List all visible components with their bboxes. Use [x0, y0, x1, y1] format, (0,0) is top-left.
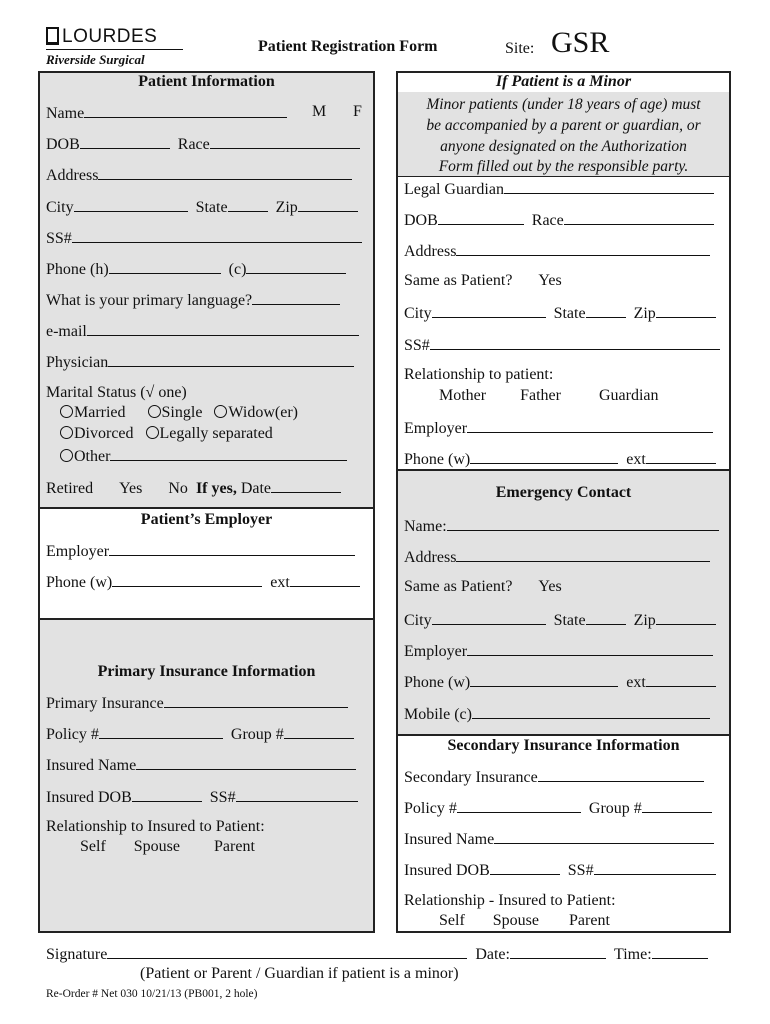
emergency-state-field[interactable] — [586, 610, 626, 625]
emergency-name-field[interactable] — [447, 516, 719, 531]
minor-phone-label: Phone (w) — [404, 451, 471, 468]
state-label: State — [195, 199, 228, 216]
primary-insured-name-field[interactable] — [136, 755, 356, 770]
minor-ss-field[interactable] — [430, 335, 720, 350]
minor-state-field[interactable] — [586, 303, 626, 318]
language-field[interactable] — [252, 290, 340, 305]
ss-field[interactable] — [72, 228, 362, 243]
ss-label: SS# — [46, 230, 72, 247]
phone-row — [46, 259, 346, 279]
single-label: Single — [161, 404, 203, 421]
minor-relationship-label: Relationship to patient: — [404, 366, 554, 383]
emergency-phone-field[interactable] — [470, 672, 618, 687]
primary-insurance-row — [46, 693, 348, 713]
married-label: Married — [74, 404, 126, 421]
minor-address-field[interactable] — [456, 241, 710, 256]
minor-note-line-4: Form filled out by the responsible party. — [438, 158, 689, 175]
patient-employer-title: Patient’s Employer — [140, 511, 273, 528]
employer-row — [46, 541, 355, 561]
secondary-group-label: Group # — [588, 800, 642, 817]
other-radio[interactable] — [60, 449, 73, 462]
logo-text: LOURDES — [62, 26, 158, 47]
sex-m[interactable]: M — [312, 103, 327, 120]
secondary-ss-label: SS# — [567, 862, 594, 879]
emergency-state-label: State — [553, 612, 586, 629]
retired-date-label: Date — [240, 480, 272, 497]
emergency-ext-label: ext — [626, 674, 646, 691]
legal-guardian-row — [404, 179, 714, 199]
divorced-label: Divorced — [74, 425, 134, 442]
married-radio[interactable] — [60, 405, 73, 418]
marital-row-2 — [60, 425, 273, 443]
city-state-zip-row — [46, 197, 358, 217]
emergency-city-label: City — [404, 612, 432, 629]
minor-race-field[interactable] — [564, 210, 714, 225]
legal-guardian-field[interactable] — [504, 179, 714, 194]
secondary-insured-dob-label: Insured DOB — [404, 862, 490, 879]
minor-dob-field[interactable] — [438, 210, 524, 225]
primary-policy-field[interactable] — [99, 724, 223, 739]
legally-separated-label: Legally separated — [159, 425, 273, 442]
minor-title: If Patient is a Minor — [495, 73, 632, 90]
employer-field[interactable] — [109, 541, 355, 556]
secondary-insurance-row — [404, 767, 704, 787]
emergency-city-field[interactable] — [432, 610, 546, 625]
race-field[interactable] — [210, 134, 360, 149]
primary-insured-name-label: Insured Name — [46, 757, 137, 774]
minor-race-label: Race — [531, 212, 564, 229]
father-option[interactable]: Father — [520, 387, 561, 404]
emergency-address-label: Address — [404, 549, 457, 566]
minor-city-field[interactable] — [432, 303, 546, 318]
widow-label: Widow(er) — [228, 404, 298, 421]
emergency-contact-section — [396, 469, 731, 736]
emergency-employer-label: Employer — [404, 643, 468, 660]
primary-group-field[interactable] — [284, 724, 354, 739]
minor-dob-race-row — [404, 210, 714, 230]
retired-yes[interactable]: Yes — [119, 480, 143, 497]
marital-status-label: Marital Status (√ one) — [46, 384, 187, 401]
primary-insured-name-row — [46, 755, 356, 775]
emergency-contact-title: Emergency Contact — [495, 484, 632, 501]
signature-date-label: Date: — [475, 946, 510, 963]
primary-self-option[interactable]: Self — [80, 838, 106, 855]
emergency-ext-field[interactable] — [646, 672, 716, 687]
secondary-self-option[interactable]: Self — [439, 912, 465, 929]
minor-city-label: City — [404, 305, 432, 322]
phone-home-label: Phone (h) — [46, 261, 109, 278]
emergency-name-row — [404, 516, 719, 536]
site-label: Site: — [505, 40, 535, 57]
minor-employer-row — [404, 418, 713, 438]
sex-f[interactable]: F — [353, 103, 362, 120]
minor-note-line-2: be accompanied by a parent or guardian, or — [426, 117, 701, 134]
legally-separated-radio[interactable] — [146, 426, 159, 439]
minor-employer-label: Employer — [404, 420, 468, 437]
minor-same-row — [404, 272, 562, 290]
emergency-same-yes[interactable]: Yes — [538, 578, 562, 595]
employer-phone-label: Phone (w) — [46, 574, 113, 591]
employer-ext-label: ext — [270, 574, 290, 591]
signature-time-label: Time: — [613, 946, 652, 963]
minor-zip-field[interactable] — [656, 303, 716, 318]
minor-ss-row — [404, 335, 720, 355]
emergency-city-row — [404, 610, 716, 630]
guardian-option[interactable]: Guardian — [598, 387, 659, 404]
secondary-policy-row — [404, 798, 712, 818]
retired-label: Retired — [46, 480, 94, 497]
secondary-insured-name-field[interactable] — [494, 829, 714, 844]
employer-label: Employer — [46, 543, 110, 560]
divorced-radio[interactable] — [60, 426, 73, 439]
physician-label: Physician — [46, 354, 109, 371]
minor-same-label: Same as Patient? — [404, 272, 513, 289]
signature-time-field[interactable] — [652, 944, 708, 959]
minor-ss-label: SS# — [404, 337, 430, 354]
emergency-mobile-field[interactable] — [472, 704, 710, 719]
name-field[interactable] — [84, 103, 287, 118]
minor-relationship-options — [439, 387, 659, 405]
signature-row — [46, 944, 708, 964]
retired-no[interactable]: No — [168, 480, 188, 497]
retired-row — [46, 478, 341, 498]
single-radio[interactable] — [148, 405, 161, 418]
ss-row — [46, 228, 362, 248]
secondary-insured-name-label: Insured Name — [404, 831, 495, 848]
address-label: Address — [46, 167, 99, 184]
minor-zip-label: Zip — [633, 305, 656, 322]
marital-row-1 — [60, 404, 298, 422]
language-row — [46, 290, 340, 310]
phone-cell-field[interactable] — [246, 259, 346, 274]
emergency-employer-field[interactable] — [467, 641, 713, 656]
primary-insured-dob-label: Insured DOB — [46, 789, 132, 806]
emergency-address-row — [404, 547, 710, 567]
emergency-name-label: Name: — [404, 518, 447, 535]
minor-employer-field[interactable] — [467, 418, 713, 433]
zip-field[interactable] — [298, 197, 358, 212]
minor-note-line-3: anyone designated on the Authorization — [440, 138, 687, 155]
emergency-phone-label: Phone (w) — [404, 674, 471, 691]
secondary-policy-field[interactable] — [457, 798, 581, 813]
secondary-insured-dob-row — [404, 860, 716, 880]
physician-field[interactable] — [108, 352, 354, 367]
emergency-phone-row — [404, 672, 716, 692]
city-label: City — [46, 199, 74, 216]
minor-phone-field[interactable] — [470, 449, 618, 464]
site-value: GSR — [551, 26, 610, 59]
minor-note-line-1: Minor patients (under 18 years of age) must — [426, 96, 701, 113]
widow-radio[interactable] — [214, 405, 227, 418]
physician-row — [46, 352, 354, 372]
secondary-relationship-options — [439, 912, 610, 930]
dob-race-row — [46, 134, 360, 154]
minor-dob-label: DOB — [404, 212, 438, 229]
emergency-same-label: Same as Patient? — [404, 578, 513, 595]
mother-option[interactable]: Mother — [439, 387, 487, 404]
secondary-insured-name-row — [404, 829, 714, 849]
other-field[interactable] — [110, 446, 347, 461]
logo-subtitle: Riverside Surgical — [46, 52, 145, 67]
emergency-employer-row — [404, 641, 713, 661]
secondary-relationship-label: Relationship - Insured to Patient: — [404, 892, 616, 909]
signer-note: (Patient or Parent / Guardian if patient is a minor) — [140, 965, 459, 982]
signature-field[interactable] — [107, 944, 467, 959]
secondary-insurance-label: Secondary Insurance — [404, 769, 538, 786]
email-row — [46, 321, 359, 341]
minor-city-row — [404, 303, 716, 323]
primary-group-label: Group # — [230, 726, 284, 743]
minor-same-yes[interactable]: Yes — [538, 272, 562, 289]
primary-relationship-label: Relationship to Insured to Patient: — [46, 818, 265, 835]
marital-row-3 — [60, 446, 347, 466]
primary-insurance-title: Primary Insurance Information — [97, 663, 316, 680]
email-label: e-mail — [46, 323, 87, 340]
primary-policy-label: Policy # — [46, 726, 99, 743]
primary-relationship-options — [80, 838, 255, 856]
if-yes-label: If yes, — [195, 480, 237, 497]
primary-insurance-field[interactable] — [164, 693, 348, 708]
emergency-mobile-label: Mobile (c) — [404, 706, 472, 723]
emergency-address-field[interactable] — [456, 547, 710, 562]
primary-ss-label: SS# — [209, 789, 236, 806]
address-row — [46, 165, 352, 185]
primary-ss-field[interactable] — [236, 787, 358, 802]
primary-parent-option[interactable]: Parent — [214, 838, 255, 855]
primary-insured-dob-field[interactable] — [132, 787, 202, 802]
primary-insured-dob-row — [46, 787, 358, 807]
zip-label: Zip — [275, 199, 298, 216]
minor-ext-label: ext — [626, 451, 646, 468]
phone-cell-label: (c) — [228, 261, 247, 278]
language-label: What is your primary language? — [46, 292, 253, 309]
emergency-same-row — [404, 578, 562, 596]
signature-label: Signature — [46, 946, 108, 963]
race-label: Race — [177, 136, 210, 153]
state-field[interactable] — [228, 197, 268, 212]
form-title: Patient Registration Form — [258, 38, 438, 55]
reorder-note: Re-Order # Net 030 10/21/13 (PB001, 2 hole) — [46, 988, 258, 1000]
name-label: Name — [46, 105, 85, 122]
retired-date-field[interactable] — [271, 478, 341, 493]
secondary-policy-label: Policy # — [404, 800, 457, 817]
city-field[interactable] — [74, 197, 188, 212]
secondary-ss-field[interactable] — [594, 860, 716, 875]
minor-ext-field[interactable] — [646, 449, 716, 464]
emergency-zip-label: Zip — [633, 612, 656, 629]
secondary-insurance-title: Secondary Insurance Information — [447, 737, 680, 754]
dob-label: DOB — [46, 136, 80, 153]
legal-guardian-label: Legal Guardian — [404, 181, 504, 198]
employer-ext-field[interactable] — [290, 572, 360, 587]
primary-insurance-label: Primary Insurance — [46, 695, 164, 712]
minor-address-label: Address — [404, 243, 457, 260]
signature-date-field[interactable] — [510, 944, 606, 959]
emergency-mobile-row — [404, 704, 710, 724]
patient-information-title: Patient Information — [138, 73, 275, 90]
email-field[interactable] — [87, 321, 359, 336]
secondary-insurance-field[interactable] — [538, 767, 704, 782]
other-label: Other — [74, 448, 111, 465]
minor-phone-row — [404, 449, 716, 469]
minor-address-row — [404, 241, 710, 261]
logo-underline — [46, 49, 183, 50]
phone-home-field[interactable] — [109, 259, 221, 274]
secondary-group-field[interactable] — [642, 798, 712, 813]
primary-policy-row — [46, 724, 354, 744]
dob-field[interactable] — [80, 134, 170, 149]
secondary-parent-option[interactable]: Parent — [569, 912, 610, 929]
address-field[interactable] — [98, 165, 352, 180]
minor-state-label: State — [553, 305, 586, 322]
secondary-spouse-option[interactable]: Spouse — [492, 912, 540, 929]
primary-spouse-option[interactable]: Spouse — [133, 838, 181, 855]
emergency-zip-field[interactable] — [656, 610, 716, 625]
secondary-insured-dob-field[interactable] — [490, 860, 560, 875]
employer-phone-row — [46, 572, 360, 592]
name-row — [46, 103, 287, 123]
employer-phone-field[interactable] — [112, 572, 262, 587]
